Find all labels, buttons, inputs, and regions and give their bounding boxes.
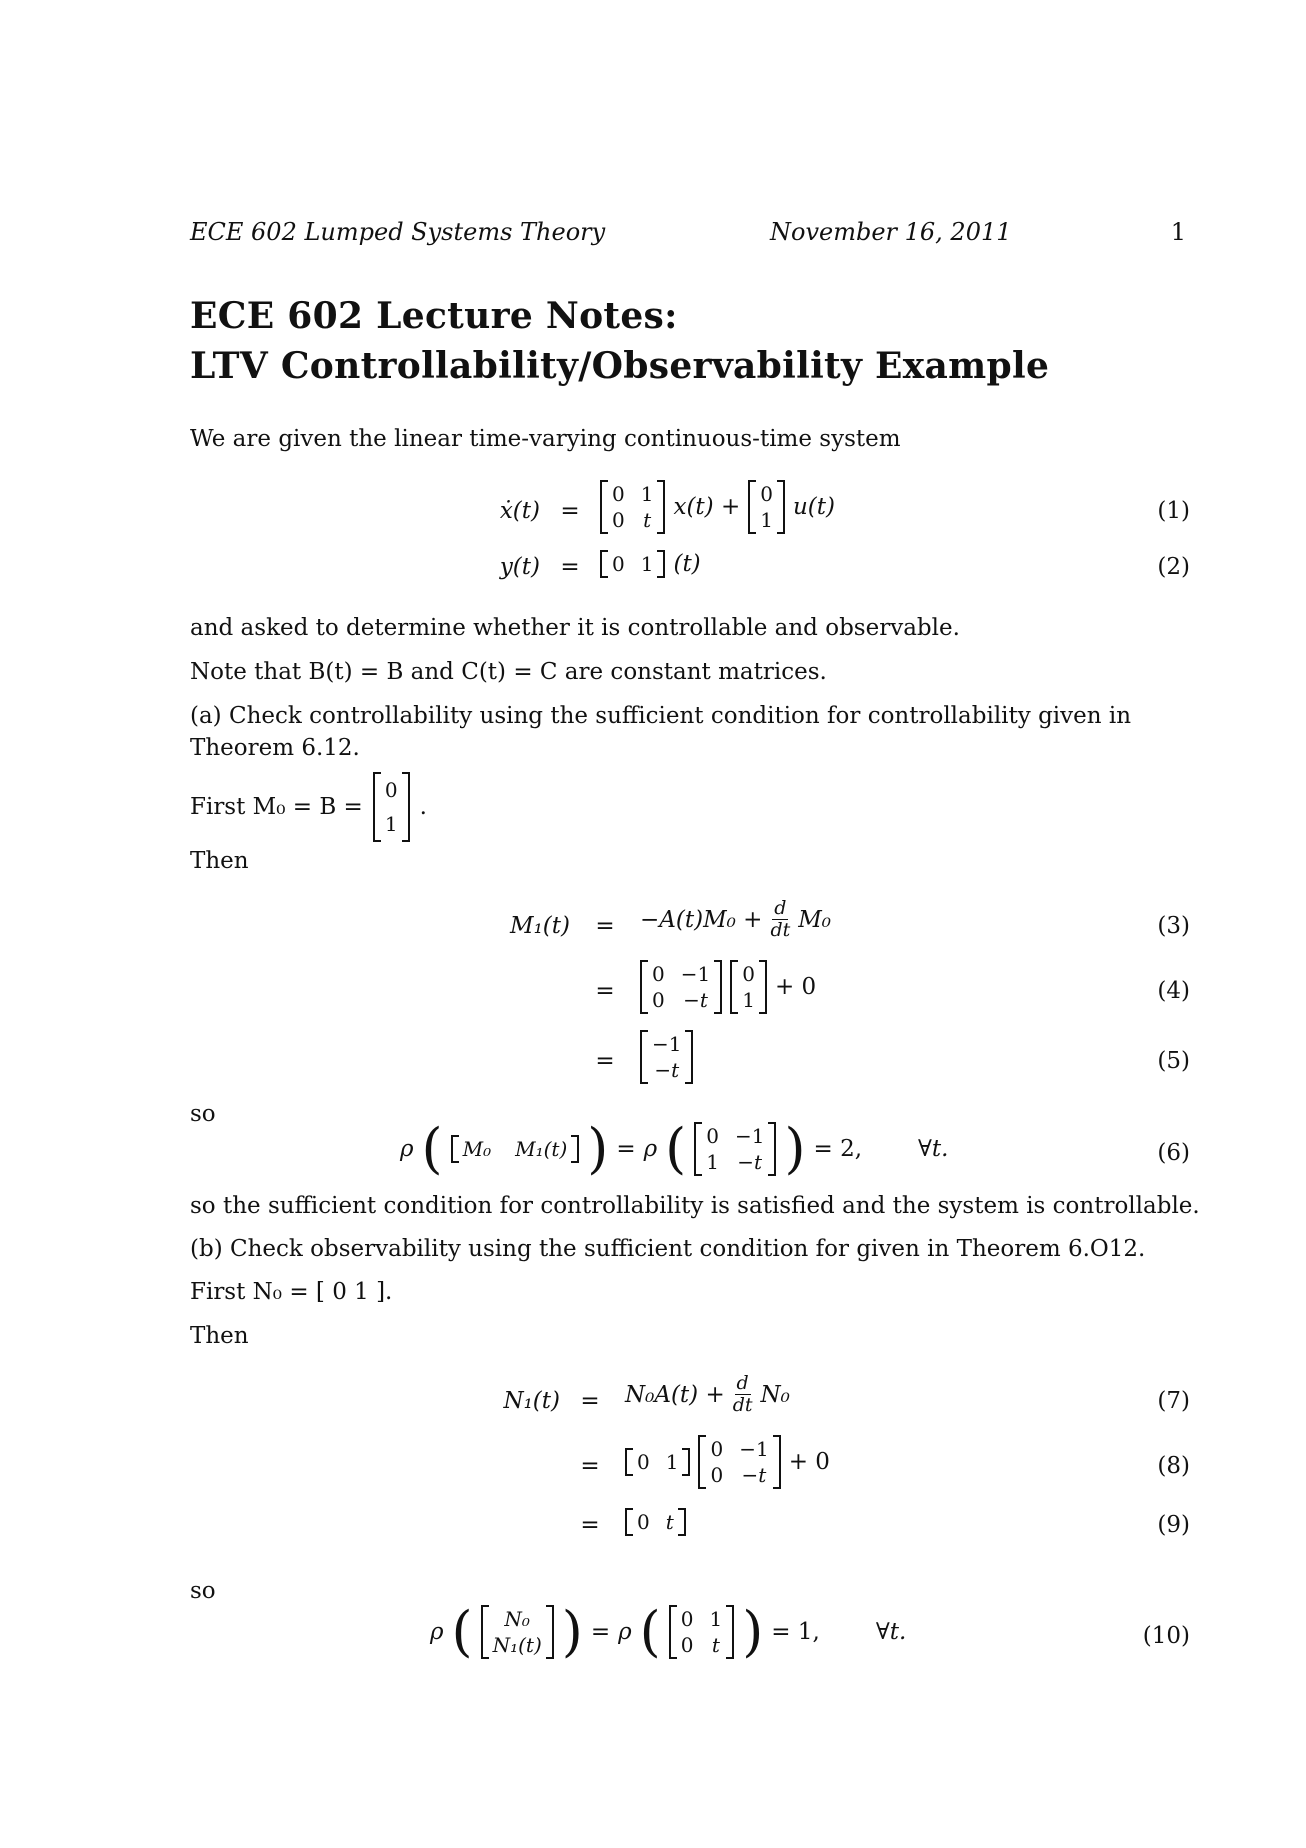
eq4-number: (4) [1157, 978, 1190, 1004]
equation-5 [190, 1030, 1190, 1090]
eq7-rel: = [580, 1388, 600, 1414]
eq8-rel: = [580, 1453, 600, 1479]
equation-10: ρ ( N₀ N₁(t) ) = ρ ( 0 1 0 t ) = 1, ∀t. (10) [430, 1600, 1190, 1663]
first-m0-line: First M₀ = B = 0 1 . [190, 772, 427, 842]
eq3-number: (3) [1157, 913, 1190, 939]
eq4-tail: + 0 [774, 974, 817, 1000]
intro-text: We are given the linear time-varying continuous-time system [190, 426, 901, 452]
eq3-rhs-post: M₀ [798, 906, 832, 933]
eq6-result: = 2, [813, 1136, 863, 1162]
first-m0-prefix: First M₀ = B = [190, 794, 363, 820]
eq7-rhs-pre: N₀A(t) + [625, 1381, 725, 1408]
first-n0-text: First N₀ = [ 0 1 ]. [190, 1279, 393, 1305]
eq6-eq: = [616, 1136, 636, 1162]
conclusion-a-text: so the sufficient condition for controllability is satisfied and the system is controllable. [190, 1193, 1200, 1219]
eq1-matrix-B: 0 1 [748, 480, 785, 534]
eq1-lhs: ẋ(t) [499, 498, 540, 524]
eq4-matrix-1: 0 −1 0 −t [640, 960, 722, 1014]
eq3-rhs-pre: −A(t)M₀ + [640, 906, 763, 933]
page-number: 1 [1170, 218, 1186, 246]
eq9-rel: = [580, 1512, 600, 1538]
eq3-rel: = [595, 913, 615, 939]
eq10-rho-2: ρ [618, 1619, 632, 1645]
equation-2 [190, 550, 1190, 586]
equation-1 [190, 480, 1190, 540]
eq2-tail: (t) [673, 551, 701, 577]
eq3-lhs: M₁(t) [510, 913, 570, 939]
so-text-1: so [190, 1101, 216, 1127]
eq5-rel: = [595, 1048, 615, 1074]
eq10-inner-matrix: N₀ N₁(t) [481, 1605, 554, 1659]
eq10-result: = 1, [771, 1619, 820, 1645]
eq4-matrix-2: 0 1 [730, 960, 767, 1014]
eq8-row-vector: 0 1 [625, 1448, 690, 1476]
eq9-number: (9) [1157, 1512, 1190, 1538]
title-line-1: ECE 602 Lecture Notes: [190, 295, 678, 337]
then-text-1: Then [190, 848, 249, 874]
equation-4 [190, 960, 1190, 1020]
eq10-matrix: 0 1 0 t [669, 1605, 734, 1659]
eq6-rho-2: ρ [643, 1136, 658, 1162]
eq8-tail: + 0 [788, 1449, 830, 1475]
then-text-2: Then [190, 1323, 249, 1349]
eq8-number: (8) [1157, 1453, 1190, 1479]
eq10-forall: ∀t. [875, 1619, 907, 1645]
eq10-eq: = [590, 1619, 611, 1645]
eq5-number: (5) [1157, 1048, 1190, 1074]
note-text: Note that B(t) = B and C(t) = C are constant matrices. [190, 659, 827, 685]
eq6-inner-matrix: M₀ M₁(t) [451, 1135, 580, 1163]
eq2-rel: = [560, 554, 580, 580]
eq1-u-term: u(t) [792, 494, 835, 520]
part-a-text: (a) Check controllability using the sufficient condition for controllability given in Theorem 6.12. [190, 703, 1132, 761]
eq6-forall: ∀t. [918, 1136, 949, 1162]
equation-7 [190, 1370, 1190, 1430]
part-b-text: (b) Check observability using the sufficient condition for given in Theorem 6.O12. [190, 1236, 1146, 1262]
eq2-number: (2) [1157, 554, 1190, 580]
so-text-2: so [190, 1578, 216, 1604]
eq6-matrix: 0 −1 1 −t [694, 1122, 776, 1176]
equation-9 [190, 1508, 1190, 1544]
eq3-derivative-frac: $\frac{d}{dt}$ [770, 897, 791, 941]
equation-6: ρ ( M₀ M₁(t) ) = ρ ( 0 −1 1 −t ) = 2, ∀t. (6) [400, 1117, 1190, 1180]
eq2-matrix-C: 0 1 [600, 550, 665, 578]
eq7-number: (7) [1157, 1388, 1190, 1414]
eq4-rel: = [595, 978, 615, 1004]
eq1-matrix-A: 0 1 0 t [600, 480, 665, 534]
eq5-matrix: −1 −t [640, 1030, 693, 1084]
eq1-x-term: x(t) + [673, 494, 741, 520]
eq2-lhs: y(t) [499, 554, 540, 580]
m0-matrix: 0 1 [373, 772, 410, 842]
eq9-row-vector: 0 t [625, 1508, 686, 1536]
eq10-number: (10) [1142, 1623, 1190, 1649]
equation-3 [190, 895, 1190, 955]
eq7-lhs: N₁(t) [503, 1388, 560, 1414]
eq1-number: (1) [1157, 498, 1190, 524]
eq6-rho-1: ρ [400, 1136, 414, 1162]
eq6-number: (6) [1157, 1140, 1190, 1166]
equation-8 [190, 1435, 1190, 1495]
eq7-rhs-post: N₀ [760, 1381, 790, 1408]
running-header-date: November 16, 2011 [770, 218, 1012, 246]
eq1-rel: = [560, 498, 580, 524]
eq10-rho-1: ρ [430, 1619, 444, 1645]
eq8-matrix: 0 −1 0 −t [698, 1435, 780, 1489]
title-line-2: LTV Controllability/Observability Example [190, 345, 1050, 387]
eq7-derivative-frac: $\frac{d}{dt}$ [732, 1372, 753, 1416]
running-header-course: ECE 602 Lumped Systems Theory [190, 218, 606, 246]
ask-text: and asked to determine whether it is controllable and observable. [190, 615, 960, 641]
